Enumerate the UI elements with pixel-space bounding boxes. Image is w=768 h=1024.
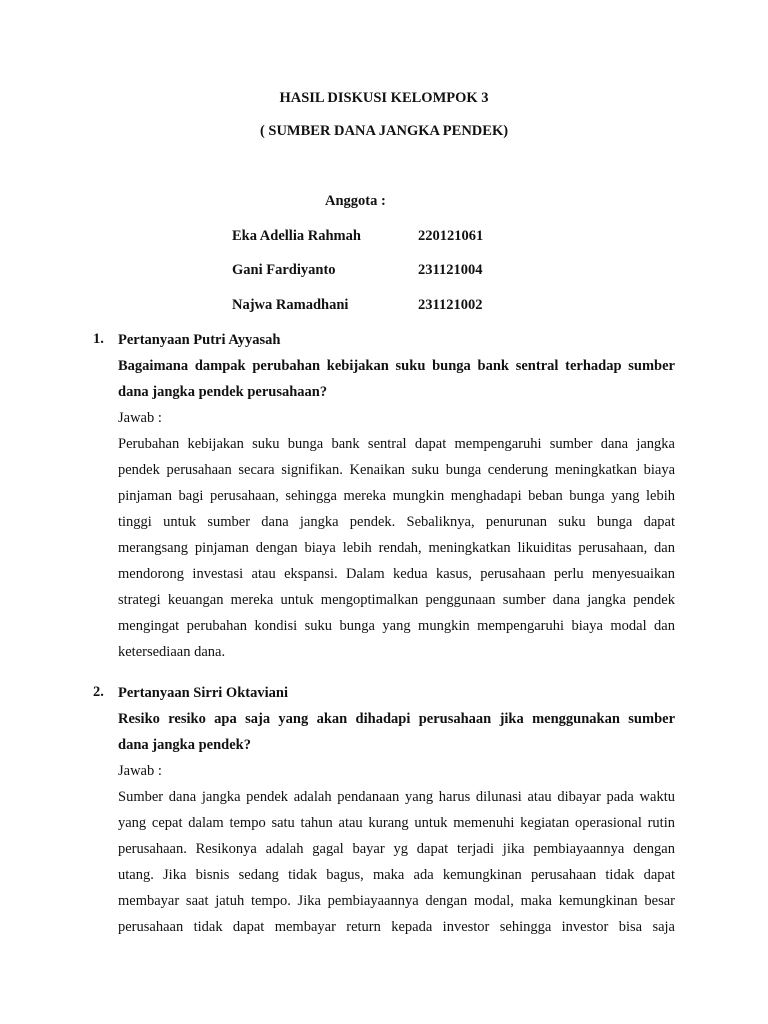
member-id: 231121002 <box>418 297 483 313</box>
member-row <box>232 297 532 317</box>
answer-line: ketersediaan dana. <box>118 644 226 660</box>
answer-line: pendek perusahaan secara signifikan. Kenaikan suku bunga cenderung meningkatkan biaya <box>118 462 675 478</box>
answer-label: Jawab : <box>118 410 162 426</box>
question-heading: Pertanyaan Sirri Oktaviani <box>118 685 288 701</box>
member-row <box>232 228 532 248</box>
question-number: 1. <box>93 331 104 347</box>
document-subtitle: ( SUMBER DANA JANGKA PENDEK) <box>259 123 509 139</box>
answer-line: strategi keuangan mereka untuk mengoptimalkan penggunaan sumber dana jangka pendek <box>118 592 675 608</box>
answer-line: membayar saat jatuh tempo. Jika pembiayaannya dengan modal, maka kemungkinan besar <box>118 893 675 909</box>
question-text-line: dana jangka pendek perusahaan? <box>118 384 328 400</box>
answer-line: yang cepat dalam tempo satu tahun atau kurang untuk memenuhi kegiatan operasional rutin <box>118 815 675 831</box>
member-id: 231121004 <box>418 262 483 278</box>
answer-line: mendorong investasi atau ekspansi. Dalam kedua kasus, perusahaan perlu menyesuaikan <box>118 566 675 582</box>
member-name: Gani Fardiyanto <box>232 262 336 278</box>
member-row <box>232 262 532 282</box>
document-title: HASIL DISKUSI KELOMPOK 3 <box>279 90 489 106</box>
answer-line: tinggi untuk sumber dana jangka pendek. Sebaliknya, penurunan suku bunga dapat <box>118 514 675 530</box>
answer-line: Perubahan kebijakan suku bunga bank sentral dapat mempengaruhi sumber dana jangka <box>118 436 675 452</box>
answer-line: perusahaan. Resikonya adalah gagal bayar yg dapat terjadi jika pembiayaannya dengan <box>118 841 675 857</box>
question-number: 2. <box>93 684 104 700</box>
member-name: Najwa Ramadhani <box>232 297 349 313</box>
answer-line: perusahaan tidak dapat membayar return kepada investor sehingga investor bisa saja <box>118 919 675 935</box>
answer-line: merangsang pinjaman dengan biaya lebih rendah, meningkatkan likuiditas perusahaan, dan <box>118 540 675 556</box>
question-text-line: Bagaimana dampak perubahan kebijakan suku bunga bank sentral terhadap sumber <box>118 358 675 374</box>
member-id: 220121061 <box>418 228 484 244</box>
answer-label: Jawab : <box>118 763 162 779</box>
member-name: Eka Adellia Rahmah <box>232 228 361 244</box>
question-text-line: Resiko resiko apa saja yang akan dihadapi perusahaan jika menggunakan sumber <box>118 711 675 727</box>
question-block <box>118 684 675 944</box>
answer-line: utang. Jika bisnis sedang tidak bagus, maka ada kemungkinan perusahaan tidak dapat <box>118 867 675 883</box>
answer-line: mengingat perubahan kondisi suku bunga yang mungkin mempengaruhi biaya modal dan <box>118 618 675 634</box>
members-heading: Anggota : <box>325 193 386 209</box>
question-block <box>118 331 675 669</box>
answer-line: pinjaman bagi perusahaan, sehingga mereka mungkin menghadapi beban bunga yang lebih <box>118 488 675 504</box>
question-heading: Pertanyaan Putri Ayyasah <box>118 332 281 348</box>
question-text-line: dana jangka pendek? <box>118 737 251 753</box>
answer-line: Sumber dana jangka pendek adalah pendanaan yang harus dilunasi atau dibayar pada waktu <box>118 789 675 805</box>
